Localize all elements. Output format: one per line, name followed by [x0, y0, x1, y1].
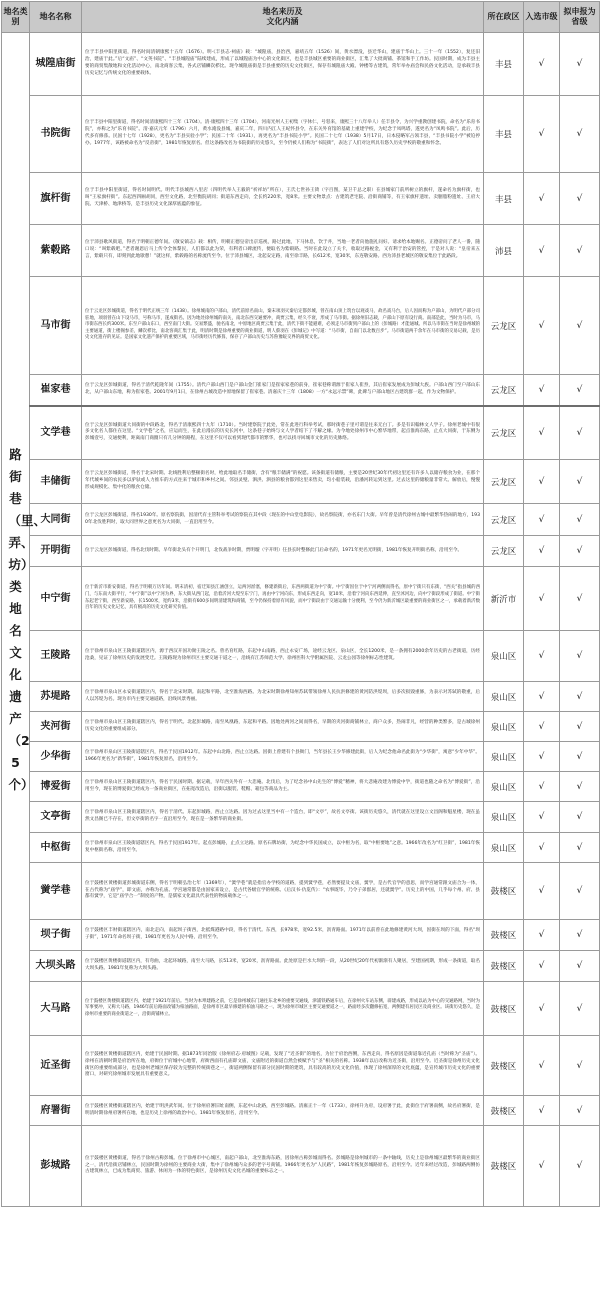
district-cell: 鼓楼区 — [484, 920, 524, 951]
table-row — [2, 833, 600, 863]
province-check: √ — [560, 982, 600, 1036]
header-category: 地名类别 — [2, 2, 30, 33]
table-row — [2, 772, 600, 802]
place-name: 中枢街 — [30, 833, 82, 863]
header-name: 地名名称 — [30, 2, 82, 33]
header-origin-line1: 地名来历及 — [262, 7, 303, 16]
place-description: 位于鼓楼区黄楼街道辖区内，始建于1921年前后。当时为本埠建路之前，它是徐州城东门通往东北乡的重要交通线，津浦铁路通车后，在徐州火车站东侧，辟建成路，形成以站为中心的交通路网，当时为军事要冲，又称大马路，1946年前后路面改铺为柏油路面，是徐州市区最早修建的柏油马路之一。现为徐州市城区主要交通要道之一，路面经多次翻修拓宽，两侧建有居民区及商业区。该街历史悠久，是徐州市重要的商业街道之一，沿街商铺林立。 — [82, 982, 484, 1036]
district-cell: 鼓楼区 — [484, 1036, 524, 1096]
table-row — [2, 742, 600, 772]
province-check: √ — [560, 504, 600, 536]
place-description: 位于云龙区彭城街道，得名北伐时期。早年街北头有个开明门，北伐战争时期，贾明璇（字开明）任县长时整修此门后命名的，1971年更名光明街，1981年恢复开明街名称，沿用至今。 — [82, 536, 484, 567]
place-name: 坝子街 — [30, 920, 82, 951]
table-row — [2, 802, 600, 833]
district-cell: 丰县 — [484, 33, 524, 96]
province-check: √ — [560, 833, 600, 863]
place-name: 近圣街 — [30, 1036, 82, 1096]
district-cell: 鼓楼区 — [484, 982, 524, 1036]
province-check: √ — [560, 460, 600, 504]
place-description: 位于鼓楼区黄楼街道辖区内，始建于民国时期。据1873年同治版《徐州府志·府城图》记载，发现了“近圣街”的地名，为位于府治西侧，东西走向，得名原因是街道靠近孔庙（当时称为“圣庙”）。徐州在清朝时期是府治所在地，府衙位于府城中心地带，府衙西面有孔庙即文庙，文庙附近的街道自然会被赋予与“圣”相关的名称。1938年以后改称为近圣街，沿用至今。近圣街是徐州历史文化街区的重要组成部分，也是徐州老城区保存较为完整的传统街巷之一，街道两侧保留有部分民国时期的建筑，具有较高的历史文化价值，体现了徐州深厚的文化底蕴，是宣传城市历史文化的重要窗口，对研究徐州城市发展具有重要意义。 — [82, 1036, 484, 1096]
city-list-check: √ — [524, 1036, 560, 1096]
province-check: √ — [560, 920, 600, 951]
province-check: √ — [560, 1126, 600, 1207]
city-list-check: √ — [524, 863, 560, 920]
district-cell: 泉山区 — [484, 802, 524, 833]
city-list-check: √ — [524, 802, 560, 833]
place-description: 位于徐州市泉山区王陵街道辖区内，得名于清代。东起彭城路，西止立达路。因为过去这里当中有一个造台，即“文亭”，故名文亭街。该街历史悠久，清代就在这里设立文昌阁和魁星楼，现在虽然文昌阁已不存在，但文亭街的名字一直沿用至今，现在是一条繁华的商业街。 — [82, 802, 484, 833]
district-cell: 云龙区 — [484, 375, 524, 406]
place-description: 位于鼓楼区黄楼街道，得名于徐州古称彭城。位于徐州市中心城区，南起户部山，北至淮海东路，因徐州古称彭城而得名。彭城路是徐州城市的一条中轴线，历史上是徐州城区最繁华的商业街区之一，清代沿街店铺林立，民国时期为徐州的主要商业大街，集中了徐州城内众多的老字号商铺。1966年更名为“人民路”，1981年恢复彭城路原名，沿用至今。近年来经过改造，彭城路两侧仿古建筑林立，已成为集商贸、旅游、休闲为一体的特色街区，是徐州历史文化名城的重要标志之一。 — [82, 1126, 484, 1207]
place-name: 城隍庙街 — [30, 33, 82, 96]
city-list-check: √ — [524, 375, 560, 406]
place-name: 博爱街 — [30, 772, 82, 802]
place-name: 旗杆街 — [30, 173, 82, 225]
place-description: 位于云龙区彭城街道，得名于清代乾隆年间（1755）。清代户部山西门是户部山金门崔家门是崔家家巷的前身，崔家巷称谓源于崔家人崔焘，其后崔家发展成为彭城大族。户部山西门至户部山东北，从户部山东地，称为崔家巷。2001年9月1日，在徐州古城改造中原地保留了崔家巷。清嘉庆十三年（1808）一方“永远示禁”碑，此碑与户部山地区古建筑群一起，作为文物保护。 — [82, 375, 484, 406]
district-cell: 云龙区 — [484, 460, 524, 504]
city-list-check: √ — [524, 536, 560, 567]
district-cell: 新沂市 — [484, 567, 524, 631]
header-origin — [82, 2, 484, 33]
district-cell: 沛县 — [484, 225, 524, 277]
place-name: 丰储街 — [30, 460, 82, 504]
place-name: 书院街 — [30, 96, 82, 173]
table-row — [2, 1096, 600, 1126]
category-cell — [2, 33, 47, 1207]
city-list-check: √ — [524, 920, 560, 951]
place-description: 位于徐州市泉山区王陵街道辖区内，得名于民国1917年。起点彭城路，止点立达路。原名石牌坊街，为纪念中华民国成立，以中枢为名，取“中枢要地”之意。1966年改名为“红卫街”，1981年恢复中枢街名称，沿用至今。 — [82, 833, 484, 863]
province-check: √ — [560, 96, 600, 173]
table-row — [2, 567, 600, 631]
province-check: √ — [560, 1096, 600, 1126]
province-check: √ — [560, 536, 600, 567]
city-list-check: √ — [524, 772, 560, 802]
city-list-check: √ — [524, 225, 560, 277]
place-description: 位于丰县中阳里街道，得名时间清朝康熙十五年（1676）。明·《丰县志·祠庙》载：“城隍庙，县治西，嘉靖五年（1526）间，黄水漂没，县迁华山，建庙于华山上。三十一年（1552），复还旧治，建庙于此。”后“文庙”、“文英书院”、“丰县城隍庙”陆续建成，形成了以城隍庙为中心的文化街区，也是丰县城区重要的商业街区，汇集了大批商铺、茶馆和手工作坊。民国时期，成为丰县主要的商贸集散地和文化活动中心，南北商客云集，各式店铺鳞次栉比。现今城隍庙街是丰县重要的历史文化街区，保存有城隍庙大殿、钟楼等古建筑，常年举办庙会和民俗文化活动，是承载丰县历史记忆与传统文化的重要载体。 — [82, 33, 484, 96]
district-cell: 泉山区 — [484, 712, 524, 742]
place-description: 位于鼓楼区黄楼街道彭城街道东侧，得名于明朝弘治七年（1369年），“黉学巷”就是指官办学校的道路，提到黉学巷，必然要提及文庙，黉学，是古代官学的意思，而学宫通常跟文庙合为一体，在古代称为“庙学”，即文庙，亦称为孔庙。学宫通常都是由国家来设立，是古代各级官学的统称。《后汉书·仇览传》：“农事既毕，乃令子弟群居，还就黉学”。历史上的中国，几乎每个州、府、县都有黉学，它是“庙学合一”制度的产物，是儒家文化最具代表性的物质载体之一。 — [82, 863, 484, 920]
table-row — [2, 277, 600, 375]
city-list-check: √ — [524, 833, 560, 863]
province-check: √ — [560, 772, 600, 802]
place-description: 位于鼓楼区丰财街道辖区内，南北走向，南起坝子街西，北抵煤港路中段，得名于清代。东西，长978米，宽92.5米，沥青路面。1971年以前曾在此地修建黄河大坝，因街在坝的下面，得名“坝子街”，1971年命名坝子街，1981年更名为人民中路，沿用至今。 — [82, 920, 484, 951]
header-row — [2, 2, 600, 33]
district-cell: 丰县 — [484, 96, 524, 173]
district-cell: 鼓楼区 — [484, 863, 524, 920]
province-check: √ — [560, 951, 600, 982]
place-name: 大马路 — [30, 982, 82, 1036]
place-name: 中宁街 — [30, 567, 82, 631]
city-list-check: √ — [524, 406, 560, 460]
table-row — [2, 982, 600, 1036]
city-list-check: √ — [524, 951, 560, 982]
province-check: √ — [560, 33, 600, 96]
province-check: √ — [560, 742, 600, 772]
place-name: 大坝头路 — [30, 951, 82, 982]
heritage-table — [1, 1, 600, 1207]
place-description: 位于云龙区彭城街道，得名于北宋时期。北线胜利后整顿街名时，给此地取名丰储街，含有“粮丰储满”的祝愿。该条街道有储粮，主要是20世纪30年代初这里还有许多人以储存粮食为业，在那个年代城乡间的农民多以驴驮或人力推车的方式往来于城市和乡村之间。邻县灵璧、泗洪、泗县的粮食都到这里来售卖，均小船装载，沿潘河转运到这里。过去这里的储粮量非常大。解放后，慢慢形成规模化、集中化的粮食仓储。 — [82, 460, 484, 504]
city-list-check: √ — [524, 173, 560, 225]
header-city-list: 入选市级 — [524, 2, 560, 33]
category-label: 路街巷（里、弄、坊）类地名文化遗产（25个） — [8, 446, 47, 792]
place-name: 府署街 — [30, 1096, 82, 1126]
table-row — [2, 460, 600, 504]
table-row — [2, 173, 600, 225]
place-name: 彭城路 — [30, 1126, 82, 1207]
table-row — [2, 375, 600, 406]
district-cell: 云龙区 — [484, 277, 524, 375]
city-list-check: √ — [524, 682, 560, 712]
place-name: 大同街 — [30, 504, 82, 536]
city-list-check: √ — [524, 712, 560, 742]
city-list-check: √ — [524, 504, 560, 536]
place-description: 位于鼓楼区黄楼街道辖区内，有弯曲，北起环城路，南至大马路，长513米，宽20米，沥青路面。此处原是拦水大坝的一段，从20世纪20年代初渐渐有人聚居，至建国初期，形成一条街道，取名大坝头路。1981年复称为大坝头路。 — [82, 951, 484, 982]
place-name: 文学巷 — [30, 406, 82, 460]
place-name: 开明街 — [30, 536, 82, 567]
city-list-check: √ — [524, 982, 560, 1036]
place-description: 位于徐州市泉山区王陵街道辖区内，得名于明代。北起彭城路，南至凤凰路，东起和平路。因地处两河之间而得名，早期的夹河街商铺林立，商户众多，热闹非凡，经营的种类繁多，是古城徐州历史文化的重要组成部分。 — [82, 712, 484, 742]
table-row — [2, 1126, 600, 1207]
place-description: 位于云龙区彭城街道，得名1930年。原名察院街，因清代有主管科举考试的察院在其中段（现在的中山堂电影院），故名察院街，亦名东门大街。早年曾是清代徐州古城中最繁华热闹的地方，1930年北伐胜利时，取大同世界之意更名为大同街，一直沿用至今。 — [82, 504, 484, 536]
district-cell: 鼓楼区 — [484, 951, 524, 982]
city-list-check: √ — [524, 96, 560, 173]
province-check: √ — [560, 375, 600, 406]
table-row — [2, 951, 600, 982]
province-check: √ — [560, 682, 600, 712]
header-province: 拟申报为省级 — [560, 2, 600, 33]
table-row — [2, 225, 600, 277]
city-list-check: √ — [524, 631, 560, 682]
place-name: 王陵路 — [30, 631, 82, 682]
place-description: 位于徐州市泉山区王陵街道辖区内，得名于民国时期。据记载，早年西关外有一大悲庵。北伐后，为了纪念孙中山先生的“博爱”精神，将大悲庵改建为博爱中学，街道也随之命名为“博爱街”，沿用至今，现在的博爱街已经成为一条商业街区，在拓宽改造后，沿街以服装、鞋帽、箱包等商品为主。 — [82, 772, 484, 802]
district-cell: 泉山区 — [484, 833, 524, 863]
place-description: 位于徐州市泉山区王陵街道辖区内，源于西汉开国功勋王陵之名。曾名育红路，东起中山南路，西止永安广场，途经云龙区、泉山区，全长1200米，是一条拥有2000余年历史的古老街道，历经沧桑，见证了徐州历史的发展变迁。王陵路现为徐州市区主要交通干道之一，沿线有江苏师范大学、徐州医科大学附属医院、云龙公园等徐州标志性建筑。 — [82, 631, 484, 682]
district-cell: 泉山区 — [484, 682, 524, 712]
province-check: √ — [560, 802, 600, 833]
district-cell: 泉山区 — [484, 772, 524, 802]
place-description: 位于徐州市泉山区永安街道辖区内，得名于北宋时期。南起和平路，北至淮海西路。为北宋时期徐州知州苏轼带领徐州人民抗洪修建的黄河防洪堤坝，后多次损毁重修，为表示对苏轼的敬重，后人以苏堤为名。现为市内主要交通道路，沿线风景秀丽。 — [82, 682, 484, 712]
province-check: √ — [560, 1036, 600, 1096]
district-cell: 云龙区 — [484, 536, 524, 567]
table-row — [2, 863, 600, 920]
table-row — [2, 920, 600, 951]
province-check: √ — [560, 225, 600, 277]
city-list-check: √ — [524, 567, 560, 631]
province-check: √ — [560, 567, 600, 631]
header-origin-line2: 文化内涵 — [266, 17, 299, 26]
place-description: 位于鼓楼区黄楼街道辖区内，始建于明洪武年间。位于徐州府署旧址南侧，东起中山北路，西至彭城路。清雍正十一年（1733），徐州升为府，设府署于此，此街位于府署南侧，故名府署街，是明清时期徐州府署所在地，也是历史上徐州的政治中心，1981年恢复原名，沿用至今。 — [82, 1096, 484, 1126]
place-description: 位于丰县中阳里街道，得名时间明代。明代丰县城西八里店（四明代举人王毅的“祈祥坊”所在），王氏七世孙王锜（字百图，某卫千总之职）在县城家门前所树立的旗杆，遂命名为旗杆街，也叫“王家旗杆街”。东起西四厢胡同，西至文化路，北至衡院胡同；街道东西走向，全长约220米，宽8米。主要文物景点：古建筑老宅院、沿街商铺等，有王家旗杆遗址、卖胭脂粉遗址、王府大院、天津桥、地津桥等，是丰县历史文化深厚底蕴的象征。 — [82, 173, 484, 225]
place-description: 位于沛县歌风街道，得名于明朝正德年间。《敬安镇志》载：相传，明朝正德皇帝出京巡视，路过此地，下马休息，饮于井，当地一老者向他施礼问好。请求给本地赐名。正德帝问了老人一番，随口说：“叫紫毂吧。”老者谢恩后马上传令全体黎民，人们都以此为荣，有利者口碑流传，便取名为紫毂路。当时在此设立了关卡，收取过路税金，又有利于治安的管控，于是对人说：“皇帝来五言，紫毂只有，即刻到此地歇憩！”就这样，紫毂路的名称流传至今。位于沛县城区，北起安定路，南至徐丰路，长612米，宽30米，东连敬安路。西为沛县老城区的敬安集位于此路段。 — [82, 225, 484, 277]
place-name: 文亭街 — [30, 802, 82, 833]
table-row — [2, 682, 600, 712]
place-name: 崔家巷 — [30, 375, 82, 406]
header-district: 所在政区 — [484, 2, 524, 33]
place-description: 位于云龙区彭城街道大同街的中段路北，得名于清康熙四十九年（1710）。当时建察院于此处，常在此进行科举考试，那时街巷子里可谓是往来无白丁。多是有识翰林文人学子。徐州老城中有很多文化名人都住在这里。“文学巷”之名，应运而生，在此后漫长的历史长河中，这条巷子始终与文人学者结下了不解之缘。为今地处徐州市中心繁华地带，起点淮海东路，止点大同街，于东侧为彭城壹号，交通便利，距离南门商圈只有几分钟的路程，在这里不仅可以看到现代都市的繁华，也可以找寻回城市文化的历史脉络。 — [82, 406, 484, 460]
table-row — [2, 1036, 600, 1096]
district-cell: 丰县 — [484, 173, 524, 225]
district-cell: 泉山区 — [484, 742, 524, 772]
province-check: √ — [560, 631, 600, 682]
city-list-check: √ — [524, 1096, 560, 1126]
place-description: 位于新沂市新安街道，得名于明朝万历年间。明末清初，宿迁知县江涵创立，运两河淤塞，修建新街后，东西两街道为中宁街。中宁街因位于中宁河两侧而得名，原中宁街只有东街，“西关”指县城的西门，与东南大街平行，“中宁街”以中宁河为界，东大街从西门起，沿着沂河大堤至东宁门，再由中宁河向东，形成东西走向，宽10米，沿着宁河向东西延伸，直至沭河边，向中宁街段形成了街道。中宁街东起老宁街，西至新安路，长1500米，宽约3米，沿街有600多间明清建筑和商铺，至今仍保持着原有风貌，而中宁街段由于交通运输十分便利，至今仍为新沂城区最重要的商业街区之一，承载着新沂数百年的历史文化记忆，具有极高的历史文化研究价值。 — [82, 567, 484, 631]
place-name: 苏堤路 — [30, 682, 82, 712]
province-check: √ — [560, 406, 600, 460]
district-cell: 鼓楼区 — [484, 1126, 524, 1207]
district-cell: 云龙区 — [484, 504, 524, 536]
province-check: √ — [560, 173, 600, 225]
table-row — [2, 33, 600, 96]
city-list-check: √ — [524, 460, 560, 504]
table-row — [2, 712, 600, 742]
place-description: 位于丰县中阳里街道，得名时间清康熙四十三年（1704）。清·康熙四十三年（1704），河南光州人王初集（字休仁，号怒来，康熙三十八年举人）任丰县令，为兴学重教创建书院，命名为“乐育书院”，亦称之为“乐育书院”。清·嘉庆元年（1796）六月，黄水淹没县城，嘉庆二年，四川内江人王屺怀县令，在东关外育馆的基础上重建学校，为纪念于凤鸣塔，遂更名为“凤鸣书院”。此后，历代多有修葺。民国十七年（1928），更名为“丰县实验小学”；民国二十年（1931），再更名为“丰县书院小学”。民国二十七年（1938）5月17日，日本侵略军占领丰县，“丰县书院小学”被迫停办。1977年，该路被命名为“反帝街”，1981年恢复原名。但这条路改名为书院街的历史悠久，至今仍被人们称为“书院街”，表达了人们对这所具有悠久历史学校的敬重和怀念。 — [82, 96, 484, 173]
place-name: 夹河街 — [30, 712, 82, 742]
city-list-check: √ — [524, 1126, 560, 1207]
table-row — [2, 406, 600, 460]
place-name: 黉学巷 — [30, 863, 82, 920]
place-name: 马市街 — [30, 277, 82, 375]
place-name: 少华街 — [30, 742, 82, 772]
district-cell: 云龙区 — [484, 406, 524, 460]
province-check: √ — [560, 277, 600, 375]
province-check: √ — [560, 863, 600, 920]
place-description: 位于徐州市泉山区王陵街道辖区内，得名于民国1912年。东起中山北路，西止立达路。因街上曾建有个县衙门，当年县长王少华修建此街，后人为纪念他命名此街为“少华街”，寓意“少年中华”。1966年更名为“新华街”，1981年恢复原名，沿用至今。 — [82, 742, 484, 772]
table-row — [2, 504, 600, 536]
place-description: 位于云龙区彭城街道，得名于明代正统三年（1438）。徐州城南的户部山，清代前原名南山，秦末项羽灭秦后定都彭城，曾在南山顶上筑台以观戏马，故名戏马台，后人因而称为户部山，为明代户部分司驻地，项羽曾在山下设马市，号称马市，遂成街名。因为地处徐州城的南关，南北东西交通要冲，商贾云集，经久不衰，形成了马市街。据徐州旧志载，户部山下原有设行商。南部是此，当时为马市，马市街东西长约300米。东至户部山东口，西至南门大街。交易繁盛，驰名南北，中原地区商贾云集于此，清代下街不能避难，必须走马市街到户部山上的（彭城路）才能通城。所以马市街在当时是徐州城的主要通道，街上楼阁参差，鳞次栉比，南北客商汇集于此，明清时期是徐州重要的商业街道，明人蔡羽在《彭城记》中写道：“马市街，自南门以北数百步”。马市街道两千余年在马市街的交易记载，是历史文化遗存的见证。是国家文化遗产保护的重要区域，马市街经历代修葺，保存了户部山历史与苏鲁豫皖交界的商贸文化。 — [82, 277, 484, 375]
table-row — [2, 96, 600, 173]
district-cell: 泉山区 — [484, 631, 524, 682]
table-row — [2, 536, 600, 567]
city-list-check: √ — [524, 33, 560, 96]
province-check: √ — [560, 712, 600, 742]
city-list-check: √ — [524, 277, 560, 375]
district-cell: 鼓楼区 — [484, 1096, 524, 1126]
place-name: 紫毂路 — [30, 225, 82, 277]
city-list-check: √ — [524, 742, 560, 772]
table-row — [2, 631, 600, 682]
